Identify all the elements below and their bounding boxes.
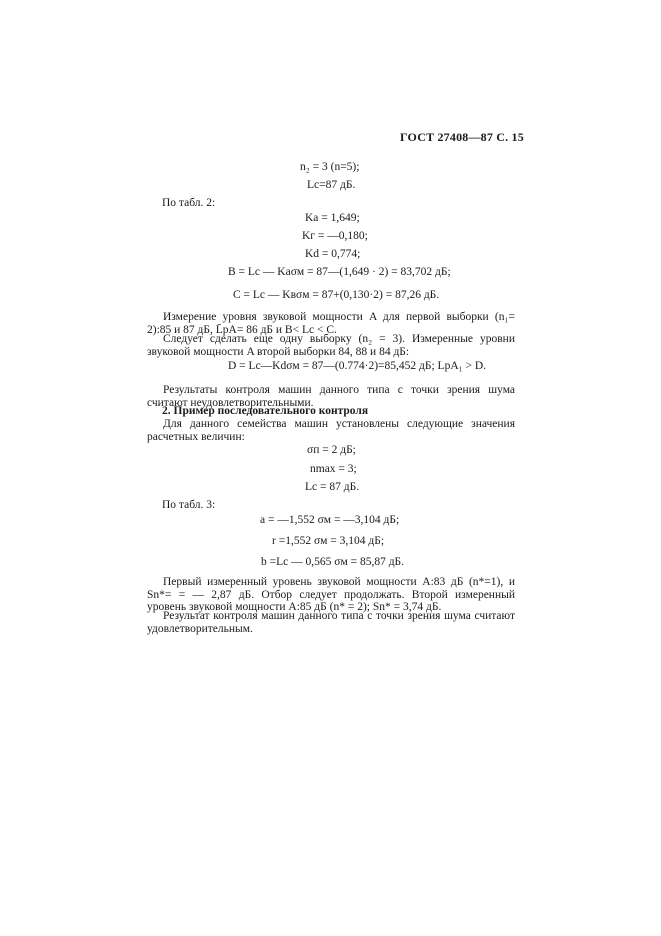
formula-kg: Kг = —0,180; — [302, 230, 368, 242]
formula-sigma: σп = 2 дБ; — [307, 444, 356, 456]
formula-b-seq: b =Lс — 0,565 σм = 85,87 дБ. — [261, 556, 405, 568]
formula-d: D = Lс—Kdσм = 87—(0.774·2)=85,452 дБ; LpA₁ > D. — [228, 360, 487, 372]
formula-r: r =1,552 σм = 3,104 дБ; — [272, 535, 385, 547]
paragraph-4: Для данного семейства машин установлены следующие значения расчетных величин: — [147, 418, 515, 443]
paragraph-2: Следует сделать еще одну выборку (n₂ = 3). Измеренные уровни звуковой мощности A второй выборки 84, 88 и 84 дБ: — [147, 333, 515, 358]
paragraph-5: Первый измеренный уровень звуковой мощности A:83 дБ (n*=1), и Sn*= = — 2,87 дБ. Отбор следует продолжать. Второй измеренный уровень звуковой мощности A:85 дБ (n* = 2); Sn* = 3,74 дБ. — [147, 576, 515, 614]
formula-kd: Kd = 0,774; — [305, 248, 361, 260]
paragraph-3: Результаты контроля машин данного типа с точки зрения шума считают неудовлетворительными. — [147, 384, 515, 409]
paragraph-6: Результат контроля машин данного типа с точки зрения шума считают удовлетворительным. — [147, 610, 515, 635]
formula-nmax: nmax = 3; — [310, 463, 357, 475]
label-table-2: По табл. 2: — [162, 197, 216, 209]
paragraph-1: Измерение уровня звуковой мощности A для первой выборки (n₁= 2):85 и 87 дБ, L̄pA= 86 дБ и B< Lс < C. — [147, 311, 515, 336]
formula-ka: Kа = 1,649; — [305, 212, 360, 224]
formula-a: a = —1,552 σм = —3,104 дБ; — [260, 514, 400, 526]
label-table-3: По табл. 3: — [162, 499, 216, 511]
page-header: ГОСТ 27408—87 С. 15 — [400, 130, 524, 144]
formula-lc-2: Lс = 87 дБ. — [305, 481, 360, 493]
formula-n2: n₂ = 3 (n=5); — [300, 161, 360, 173]
section-heading: 2. Пример последовательного контроля — [162, 405, 369, 417]
formula-c: C = Lс — Kвσм = 87+(0,130·2) = 87,26 дБ. — [233, 289, 440, 301]
formula-lc: Lс=87 дБ. — [307, 179, 356, 191]
formula-b: B = Lс — Kаσм = 87—(1,649 · 2) = 83,702 дБ; — [228, 266, 451, 278]
